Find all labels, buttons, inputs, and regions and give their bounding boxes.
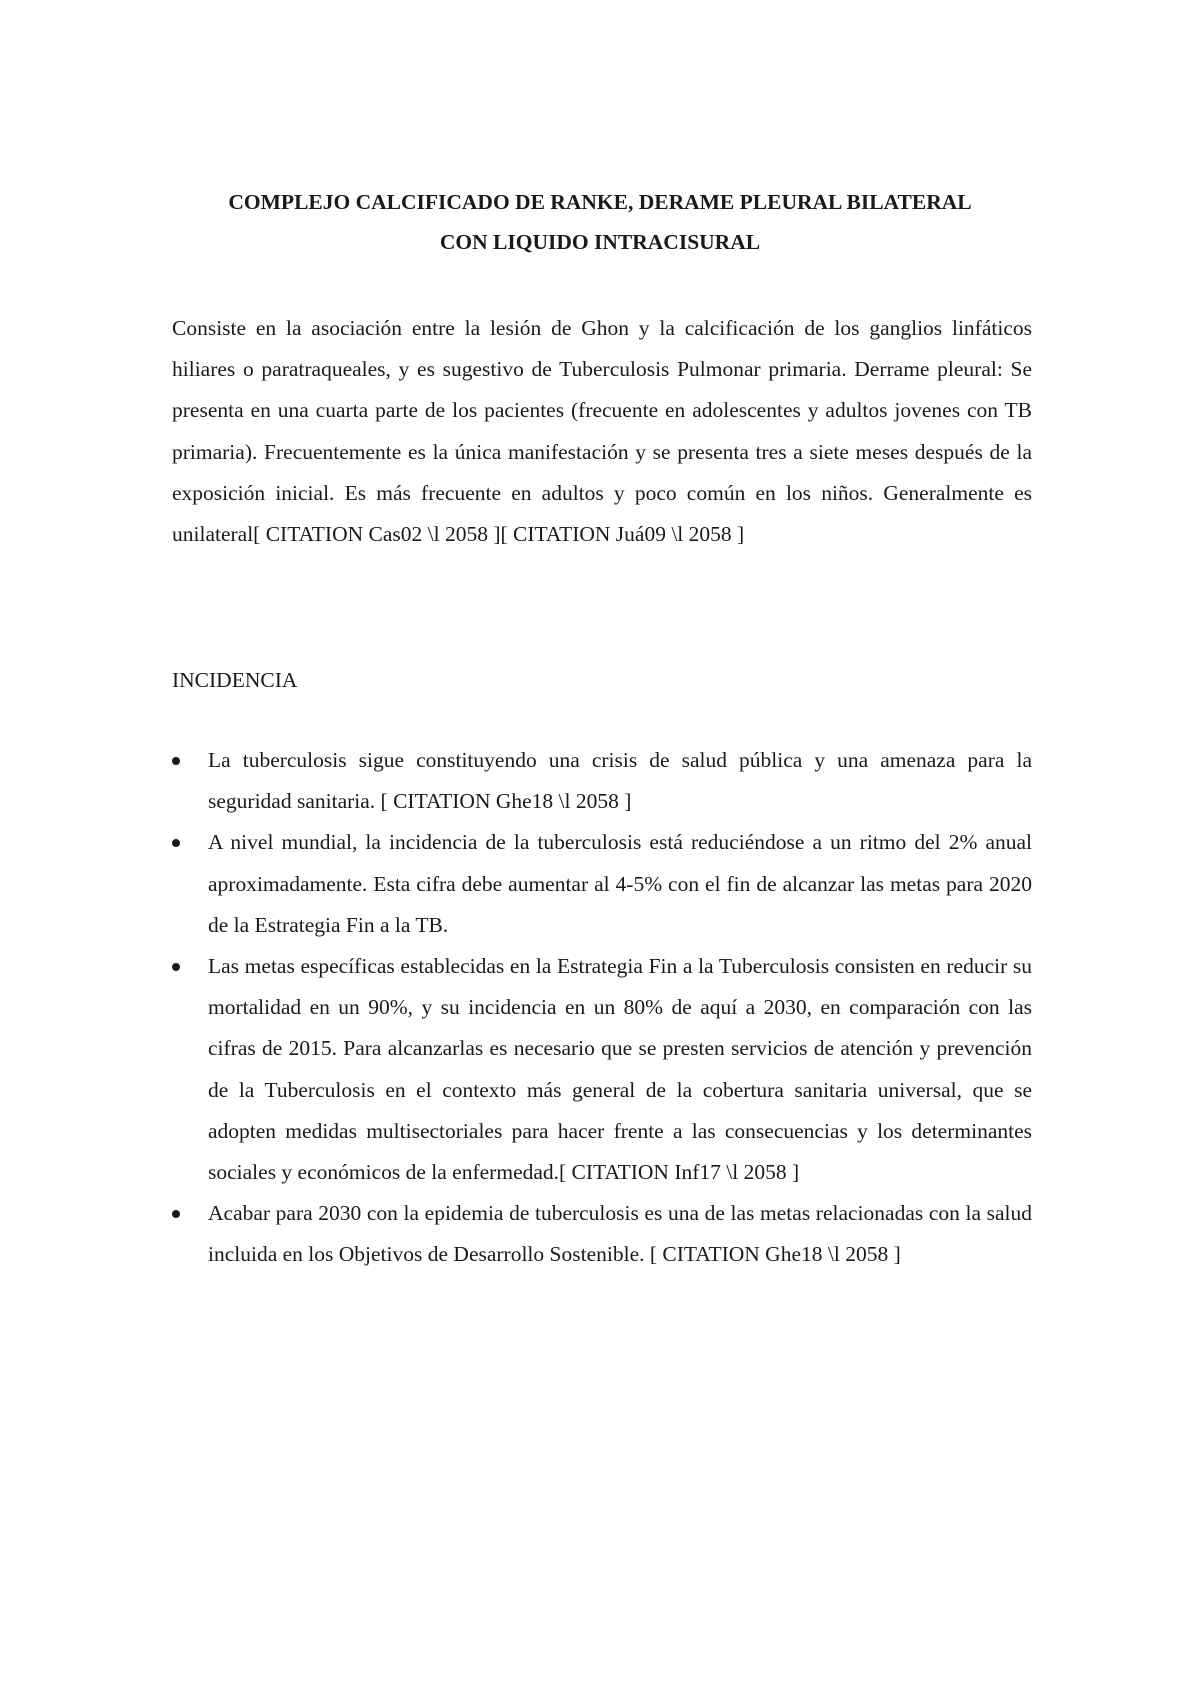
incidence-bullet-list (172, 740, 1032, 1276)
list-item (172, 1193, 1032, 1275)
bullet-icon (172, 757, 180, 765)
list-item (172, 822, 1032, 946)
bullet-icon (172, 1210, 180, 1218)
document-title (160, 182, 1040, 262)
intro-paragraph: Consiste en la asociación entre la lesión de Ghon y la calcificación de los ganglios linfáticos hiliares o paratraqueales, y es sugestivo de Tuberculosis Pulmonar primaria. Derrame pleural: Se presenta en una cuarta parte de los pacientes (frecuente en adolescentes y adultos jovenes con TB primaria). Frecuentemente es la única manifestación y se presenta tres a siete meses después de la exposición inicial. Es más frecuente en adultos y poco común en los niños. Generalmente es unilateral[ CITATION Cas02 \l 2058 ][ CITATION Juá09 \l 2058 ] (172, 316, 1032, 547)
bullet-icon (172, 963, 180, 971)
list-item (172, 740, 1032, 822)
section-heading-incidencia: INCIDENCIA (172, 668, 298, 692)
list-item-text: Acabar para 2030 con la epidemia de tuberculosis es una de las metas relacionadas con la salud incluida en los Objetivos de Desarrollo Sostenible. [ CITATION Ghe18 \l 2058 ] (208, 1201, 1032, 1267)
bullet-icon (172, 839, 180, 847)
list-item (172, 946, 1032, 1193)
list-item-text: Las metas específicas establecidas en la Estrategia Fin a la Tuberculosis consisten en reducir su mortalidad en un 90%, y su incidencia en un 80% de aquí a 2030, en comparación con las cifras de 2015. Para alcanzarlas es necesario que se presten servicios de atención y prevención de la Tuberculosis en el contexto más general de la cobertura sanitaria universal, que se adopten medidas multisectoriales para hacer frente a las consecuencias y los determinantes sociales y económicos de la enfermedad.[ CITATION Inf17 \l 2058 ] (208, 954, 1032, 1185)
title-line-1: COMPLEJO CALCIFICADO DE RANKE, DERAME PLEURAL BILATERAL (228, 190, 972, 214)
title-line-2: CON LIQUIDO INTRACISURAL (439, 230, 761, 254)
list-item-text: A nivel mundial, la incidencia de la tuberculosis está reduciéndose a un ritmo del 2% anual aproximadamente. Esta cifra debe aumentar al 4-5% con el fin de alcanzar las metas para 2020 de la Estrategia Fin a la TB. (208, 830, 1032, 937)
list-item-text: La tuberculosis sigue constituyendo una crisis de salud pública y una amenaza para la seguridad sanitaria. [ CITATION Ghe18 \l 2058 ] (208, 748, 1032, 814)
